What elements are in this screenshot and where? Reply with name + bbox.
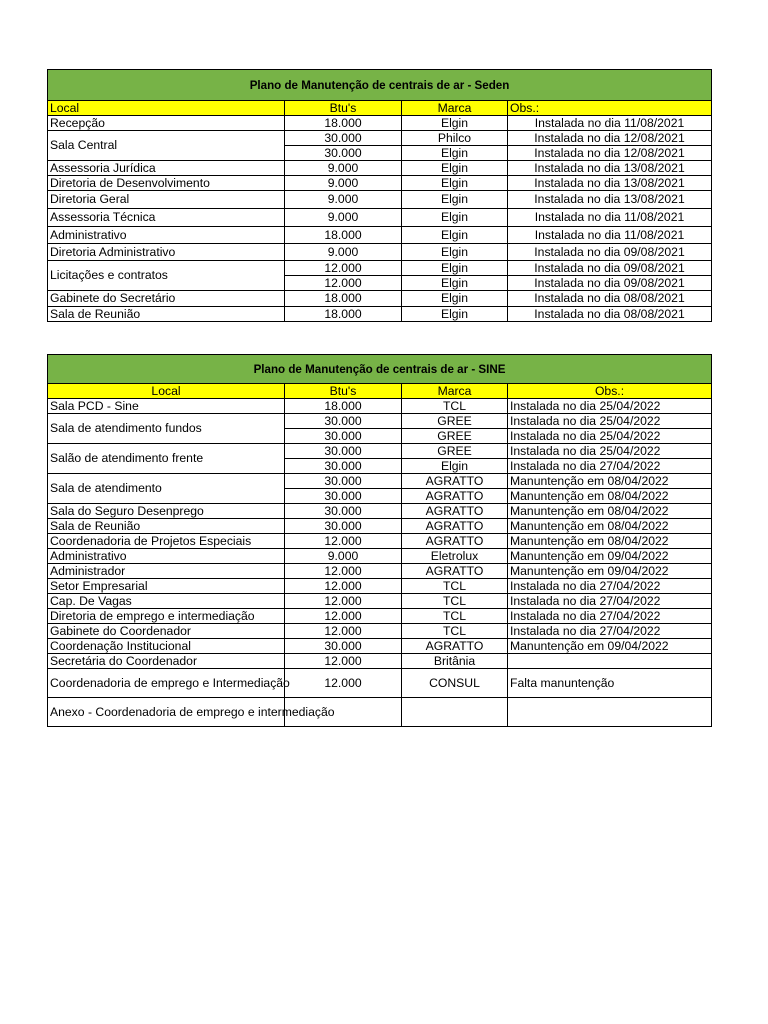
local-cell: Cap. De Vagas	[48, 594, 285, 609]
table-row	[48, 414, 712, 429]
obs-cell: Instalada no dia 13/08/2021	[508, 191, 712, 209]
marca-cell: AGRATTO	[402, 474, 508, 489]
marca-cell: TCL	[402, 624, 508, 639]
obs-cell: Instalada no dia 11/08/2021	[508, 209, 712, 227]
local-cell: Coordenação Institucional	[48, 639, 285, 654]
local-cell: Sala de Reunião	[48, 307, 285, 322]
obs-cell: Instalada no dia 27/04/2022	[508, 624, 712, 639]
local-cell: Assessoria Jurídica	[48, 161, 285, 176]
marca-cell: Elgin	[402, 176, 508, 191]
marca-cell: AGRATTO	[402, 504, 508, 519]
marca-cell: GREE	[402, 444, 508, 459]
btus-cell: 30.000	[285, 429, 402, 444]
marca-cell: Britânia	[402, 654, 508, 669]
table-row	[48, 209, 712, 227]
table-row	[48, 698, 712, 727]
marca-cell: Elgin	[402, 146, 508, 161]
table-row	[48, 624, 712, 639]
marca-cell: Elgin	[402, 227, 508, 244]
obs-cell: Instalada no dia 09/08/2021	[508, 244, 712, 261]
seden-header-local: Local	[48, 101, 285, 116]
marca-cell: Elgin	[402, 116, 508, 131]
local-cell: Gabinete do Secretário	[48, 291, 285, 307]
btus-cell: 9.000	[285, 549, 402, 564]
sine-header-marca: Marca	[402, 384, 508, 399]
seden-header-marca: Marca	[402, 101, 508, 116]
table-row	[48, 474, 712, 489]
table-row	[48, 399, 712, 414]
marca-cell: AGRATTO	[402, 519, 508, 534]
obs-cell: Instalada no dia 13/08/2021	[508, 161, 712, 176]
btus-cell: 18.000	[285, 227, 402, 244]
marca-cell: Elgin	[402, 276, 508, 291]
marca-cell: AGRATTO	[402, 639, 508, 654]
obs-cell: Falta manuntenção	[508, 669, 712, 698]
local-cell: Diretoria de emprego e intermediação	[48, 609, 285, 624]
obs-cell: Instalada no dia 11/08/2021	[508, 116, 712, 131]
marca-cell: Elgin	[402, 261, 508, 276]
local-cell: Sala do Seguro Desenprego	[48, 504, 285, 519]
local-cell: Sala Central	[48, 131, 285, 161]
btus-cell: 30.000	[285, 519, 402, 534]
marca-cell: Elgin	[402, 291, 508, 307]
obs-cell: Instalada no dia 27/04/2022	[508, 579, 712, 594]
btus-cell: 9.000	[285, 244, 402, 261]
seden-header-btus: Btu's	[285, 101, 402, 116]
marca-cell: GREE	[402, 429, 508, 444]
seden-header-row	[48, 101, 712, 116]
local-cell: Recepção	[48, 116, 285, 131]
table-row	[48, 307, 712, 322]
btus-cell: 12.000	[285, 579, 402, 594]
marca-cell: TCL	[402, 609, 508, 624]
table-row	[48, 161, 712, 176]
obs-cell: Instalada no dia 11/08/2021	[508, 227, 712, 244]
btus-cell: 30.000	[285, 414, 402, 429]
btus-cell: 12.000	[285, 594, 402, 609]
obs-cell: Instalada no dia 27/04/2022	[508, 459, 712, 474]
seden-header-obs: Obs.:	[508, 101, 712, 116]
local-cell: Secretária do Coordenador	[48, 654, 285, 669]
obs-cell: Instalada no dia 27/04/2022	[508, 594, 712, 609]
sine-header-btus: Btu's	[285, 384, 402, 399]
local-cell: Diretoria de Desenvolvimento	[48, 176, 285, 191]
btus-cell: 18.000	[285, 399, 402, 414]
obs-cell: Manuntenção em 08/04/2022	[508, 489, 712, 504]
table-row	[48, 504, 712, 519]
local-cell: Administrador	[48, 564, 285, 579]
local-cell: Anexo - Coordenadoria de emprego e intermediação	[48, 698, 285, 727]
marca-cell: Elgin	[402, 191, 508, 209]
table-row	[48, 519, 712, 534]
local-cell: Sala de atendimento fundos	[48, 414, 285, 444]
local-cell: Sala PCD - Sine	[48, 399, 285, 414]
marca-cell: CONSUL	[402, 669, 508, 698]
table-row	[48, 176, 712, 191]
obs-cell: Instalada no dia 27/04/2022	[508, 609, 712, 624]
btus-cell: 9.000	[285, 161, 402, 176]
obs-cell: Instalada no dia 12/08/2021	[508, 131, 712, 146]
local-cell: Coordenadoria de Projetos Especiais	[48, 534, 285, 549]
marca-cell: Elgin	[402, 459, 508, 474]
local-cell: Salão de atendimento frente	[48, 444, 285, 474]
marca-cell	[402, 698, 508, 727]
marca-cell: Elgin	[402, 307, 508, 322]
obs-cell: Instalada no dia 25/04/2022	[508, 399, 712, 414]
marca-cell: TCL	[402, 579, 508, 594]
marca-cell: GREE	[402, 414, 508, 429]
sine-header-obs: Obs.:	[508, 384, 712, 399]
table-row	[48, 131, 712, 146]
obs-cell: Manuntenção em 09/04/2022	[508, 639, 712, 654]
marca-cell: Elgin	[402, 161, 508, 176]
btus-cell: 30.000	[285, 474, 402, 489]
table-row	[48, 609, 712, 624]
btus-cell: 30.000	[285, 489, 402, 504]
obs-cell: Instalada no dia 25/04/2022	[508, 444, 712, 459]
obs-cell: Manuntenção em 08/04/2022	[508, 534, 712, 549]
sine-header-local: Local	[48, 384, 285, 399]
obs-cell: Instalada no dia 09/08/2021	[508, 261, 712, 276]
table-row	[48, 227, 712, 244]
btus-cell: 12.000	[285, 261, 402, 276]
btus-cell: 9.000	[285, 176, 402, 191]
obs-cell: Instalada no dia 09/08/2021	[508, 276, 712, 291]
table-row	[48, 444, 712, 459]
marca-cell: Philco	[402, 131, 508, 146]
sine-header-row	[48, 384, 712, 399]
local-cell: Administrativo	[48, 549, 285, 564]
btus-cell: 12.000	[285, 609, 402, 624]
local-cell: Gabinete do Coordenador	[48, 624, 285, 639]
table-row	[48, 639, 712, 654]
marca-cell: Elgin	[402, 244, 508, 261]
sine-title: Plano de Manutenção de centrais de ar - SINE	[48, 355, 712, 384]
btus-cell: 12.000	[285, 654, 402, 669]
obs-cell	[508, 654, 712, 669]
marca-cell: Eletrolux	[402, 549, 508, 564]
table-row	[48, 669, 712, 698]
table-row	[48, 291, 712, 307]
table-row	[48, 579, 712, 594]
btus-cell: 30.000	[285, 131, 402, 146]
table-row	[48, 594, 712, 609]
btus-cell: 30.000	[285, 504, 402, 519]
obs-cell: Instalada no dia 08/08/2021	[508, 291, 712, 307]
marca-cell: TCL	[402, 399, 508, 414]
sine-table	[47, 354, 712, 727]
btus-cell: 12.000	[285, 534, 402, 549]
table-row	[48, 534, 712, 549]
local-cell: Diretoria Geral	[48, 191, 285, 209]
btus-cell: 9.000	[285, 209, 402, 227]
marca-cell: AGRATTO	[402, 564, 508, 579]
table-row	[48, 654, 712, 669]
table-row	[48, 564, 712, 579]
obs-cell: Manuntenção em 08/04/2022	[508, 474, 712, 489]
obs-cell: Manuntenção em 08/04/2022	[508, 519, 712, 534]
btus-cell: 18.000	[285, 291, 402, 307]
marca-cell: Elgin	[402, 209, 508, 227]
marca-cell: AGRATTO	[402, 489, 508, 504]
obs-cell: Manuntenção em 09/04/2022	[508, 564, 712, 579]
seden-title: Plano de Manutenção de centrais de ar - Seden	[48, 70, 712, 101]
local-cell: Setor Empresarial	[48, 579, 285, 594]
btus-cell: 12.000	[285, 624, 402, 639]
table-row	[48, 261, 712, 276]
btus-cell: 30.000	[285, 444, 402, 459]
obs-cell: Instalada no dia 25/04/2022	[508, 429, 712, 444]
local-cell: Assessoria Técnica	[48, 209, 285, 227]
btus-cell: 30.000	[285, 639, 402, 654]
local-cell: Licitações e contratos	[48, 261, 285, 291]
btus-cell: 18.000	[285, 116, 402, 131]
obs-cell: Instalada no dia 13/08/2021	[508, 176, 712, 191]
local-cell: Sala de Reunião	[48, 519, 285, 534]
local-cell: Coordenadoria de emprego e Intermediação	[48, 669, 285, 698]
obs-cell: Instalada no dia 12/08/2021	[508, 146, 712, 161]
marca-cell: AGRATTO	[402, 534, 508, 549]
obs-cell: Instalada no dia 25/04/2022	[508, 414, 712, 429]
btus-cell: 30.000	[285, 459, 402, 474]
obs-cell: Manuntenção em 09/04/2022	[508, 549, 712, 564]
btus-cell: 12.000	[285, 669, 402, 698]
btus-cell: 12.000	[285, 564, 402, 579]
btus-cell: 12.000	[285, 276, 402, 291]
marca-cell: TCL	[402, 594, 508, 609]
local-cell: Diretoria Administrativo	[48, 244, 285, 261]
table-row	[48, 549, 712, 564]
table-row	[48, 116, 712, 131]
local-cell: Sala de atendimento	[48, 474, 285, 504]
local-cell: Administrativo	[48, 227, 285, 244]
table-row	[48, 191, 712, 209]
btus-cell: 18.000	[285, 307, 402, 322]
obs-cell: Instalada no dia 08/08/2021	[508, 307, 712, 322]
table-row	[48, 244, 712, 261]
btus-cell: 9.000	[285, 191, 402, 209]
obs-cell	[508, 698, 712, 727]
seden-table	[47, 69, 712, 322]
btus-cell: 30.000	[285, 146, 402, 161]
obs-cell: Manuntenção em 08/04/2022	[508, 504, 712, 519]
